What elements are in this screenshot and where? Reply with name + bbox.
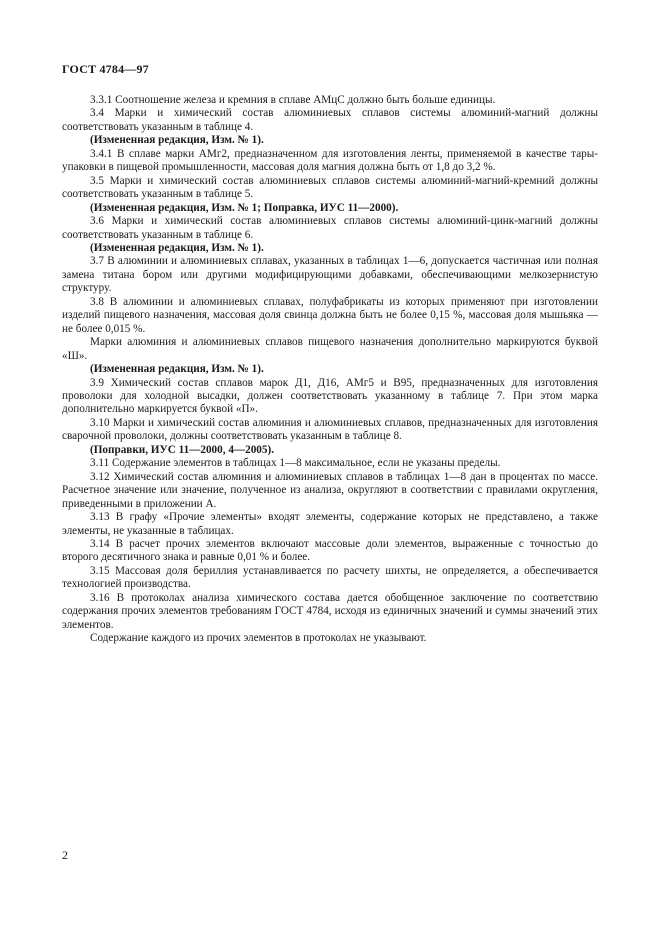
- page-number: 2: [62, 848, 68, 862]
- amendment-note: (Измененная редакция, Изм. № 1).: [90, 134, 264, 147]
- paragraph-3-8-marking: Марки алюминия и алюминиевых сплавов пищевого назначения дополнительно маркируются буквой «Ш».: [62, 336, 598, 362]
- amendment-note: (Поправки, ИУС 11—2000, 4—2005).: [90, 443, 275, 456]
- paragraph-3-14: 3.14 В расчет прочих элементов включают массовые доли элементов, выраженные с точностью до второго десятичного знака и равные 0,01 % и более.: [62, 537, 598, 564]
- paragraph-3-4: 3.4 Марки и химический состав алюминиевых сплавов системы алюминий-магний должны соответствовать указанным в таблице 4.: [62, 107, 598, 133]
- paragraph-3-5: 3.5 Марки и химический состав алюминиевых сплавов системы алюминий-магний-кремний должны соответствовать указанным в таблице 5.: [62, 174, 598, 201]
- document-body: [62, 94, 598, 646]
- paragraph-3-3-1: 3.3.1 Соотношение железа и кремния в сплаве АМцС должно быть больше единицы.: [90, 94, 496, 106]
- paragraph-3-11: 3.11 Содержание элементов в таблицах 1—8 максимальное, если не указаны пределы.: [90, 457, 501, 470]
- paragraph-3-16: 3.16 В протоколах анализа химического состава дается обобщенное заключение по соответствию содержания прочих элементов требованиям ГОСТ 4784, исходя из единичных значений и суммы значений этих элементов.: [62, 591, 598, 631]
- paragraph-3-15: 3.15 Массовая доля бериллия устанавливается по расчету шихты, не определяется, а обеспечивается технологией производства.: [62, 564, 598, 591]
- paragraph-3-7: 3.7 В алюминии и алюминиевых сплавах, указанных в таблицах 1—6, допускается частичная или полная замена титана бором или другими модифицирующими добавками, обеспечивающими мелкозернистую структуру.: [62, 255, 598, 295]
- paragraph-3-4-1: 3.4.1 В сплаве марки АМг2, предназначенном для изготовления ленты, применяемой в качестве тары-упаковки в пищевой промышленности, массовая доля магния должна быть от 1,8 до 3,2 %.: [62, 147, 598, 174]
- paragraph-3-12: 3.12 Химический состав алюминия и алюминиевых сплавов в таблицах 1—8 дан в процентах по массе. Расчетное значение или значение, полученное из анализа, округляют в соответствии с правилами округления, приведенными в приложении А.: [62, 470, 598, 510]
- amendment-note: (Измененная редакция, Изм. № 1).: [90, 363, 264, 376]
- amendment-note: (Измененная редакция, Изм. № 1).: [90, 241, 264, 254]
- paragraph-3-9: 3.9 Химический состав сплавов марок Д1, Д16, АМг5 и В95, предназначенных для изготовления проволоки для холодной высадки, должен соответствовать указанному в таблице 7. При этом марка дополнительно маркируется буквой «П».: [62, 376, 598, 416]
- paragraph-3-16-note: Содержание каждого из прочих элементов в протоколах не указывают.: [90, 632, 427, 645]
- paragraph-3-13: 3.13 В графу «Прочие элементы» входят элементы, содержание которых не представлено, а также элементы, не указанные в таблицах.: [62, 511, 598, 537]
- paragraph-3-8: 3.8 В алюминии и алюминиевых сплавах, полуфабрикаты из которых применяют при изготовлении изделий пищевого назначения, массовая доля свинца должна быть не более 0,15 %, массовая доля мышьяка — не более 0,015 %.: [62, 295, 598, 335]
- paragraph-3-10: 3.10 Марки и химический состав алюминия и алюминиевых сплавов, предназначенных для изготовления сварочной проволоки, должны соответствовать указанным в таблице 8.: [62, 416, 598, 443]
- paragraph-3-6: 3.6 Марки и химический состав алюминиевых сплавов системы алюминий-цинк-магний должны соответствовать указанным в таблице 6.: [62, 215, 598, 241]
- amendment-note: (Измененная редакция, Изм. № 1; Поправка, ИУС 11—2000).: [90, 201, 399, 214]
- document-header: ГОСТ 4784—97: [62, 62, 149, 76]
